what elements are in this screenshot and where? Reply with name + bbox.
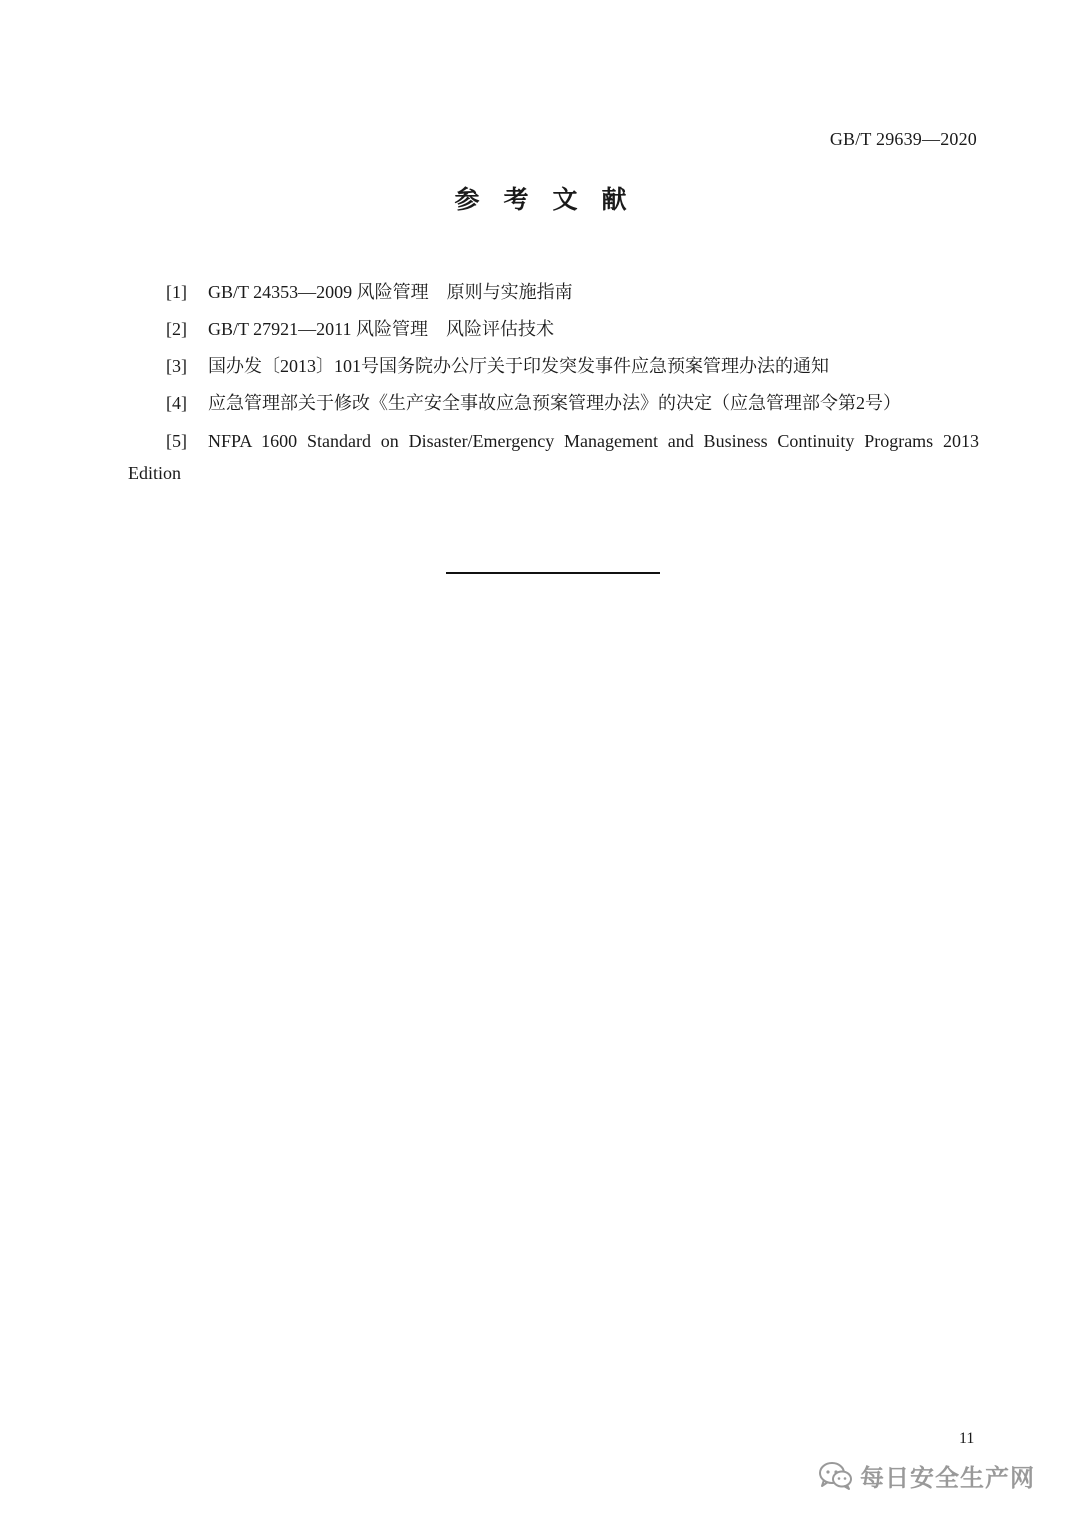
reference-number: [3] (166, 356, 187, 376)
wechat-icon (818, 1461, 854, 1491)
reference-item (128, 385, 979, 422)
reference-text: 国办发〔2013〕101号国务院办公厅关于印发突发事件应急预案管理办法的通知 (208, 356, 829, 376)
reference-list (128, 274, 979, 489)
standard-number: GB/T 29639—2020 (829, 129, 977, 149)
reference-number: [4] (166, 393, 187, 413)
reference-text: GB/T 24353—2009 风险管理 原则与实施指南 (208, 282, 573, 302)
reference-item (128, 425, 979, 489)
reference-number: [5] (166, 431, 187, 451)
reference-number: [1] (166, 282, 187, 302)
reference-item (128, 311, 979, 348)
reference-number: [2] (166, 319, 187, 339)
reference-text: 应急管理部关于修改《生产安全事故应急预案管理办法》的决定（应急管理部令第2号） (208, 393, 901, 413)
watermark (818, 1458, 1035, 1493)
reference-item (128, 274, 979, 311)
reference-text: NFPA 1600 Standard on Disaster/Emergency Management and Business Continuity Programs 2013 Edition (128, 431, 979, 483)
reference-text: GB/T 27921—2011 风险管理 风险评估技术 (208, 319, 555, 339)
page-number: 11 (959, 1430, 975, 1447)
page-title: 参考文献 (454, 185, 651, 214)
watermark-text: 每日安全生产网 (860, 1464, 1035, 1492)
end-rule (446, 572, 660, 574)
reference-item (128, 348, 979, 385)
